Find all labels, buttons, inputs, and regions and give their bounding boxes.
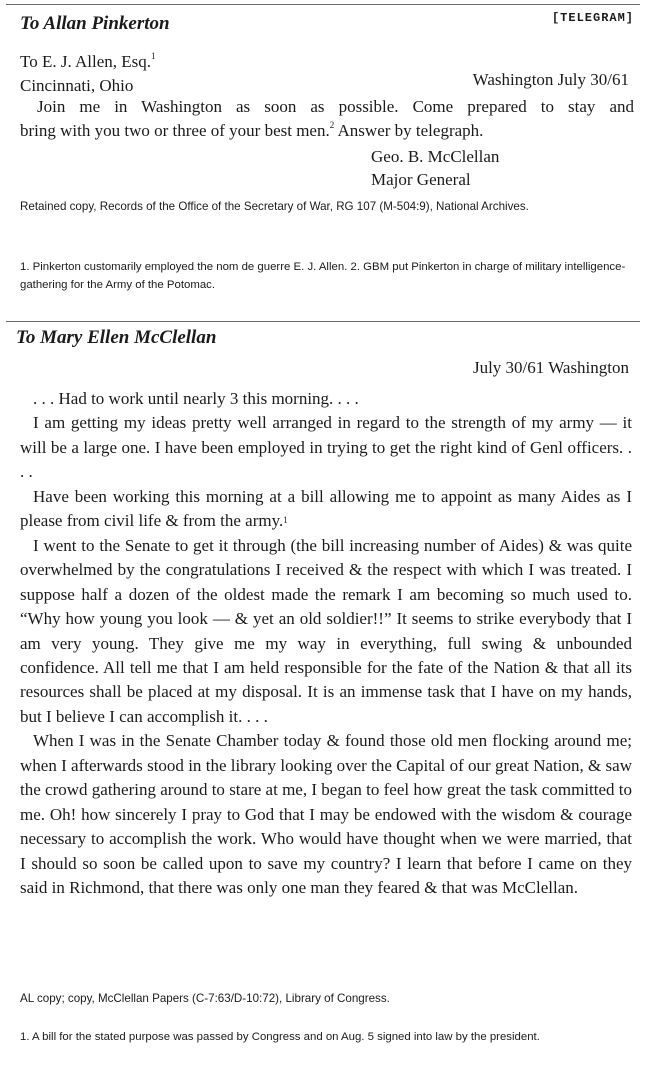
paragraph: When I was in the Senate Chamber today & found those old men flocking around me; when I afterwards stood in the library looking over the Capital of our great Nation, & saw the crowd gathering around to stare at me, I began to feel how great the task committed to me. Oh! how sincerely I pray to God that I may be endowed with the wisdom & courage necessary to accomplish the work. Who would have thought when we were married, that I should so soon be called upon to save my country? I learn that before I came on they said in Richmond, that there was only one man they feared & that was McClellan. — [20, 731, 632, 898]
letter2-dateline: July 30/61 Washington — [472, 358, 629, 377]
letter1-recipient — [20, 52, 156, 72]
letter2-heading: To Mary Ellen McClellan — [16, 327, 217, 348]
letter1-signature: Geo. B. McClellan — [371, 147, 500, 166]
paragraph: I went to the Senate to get it through (the bill increasing number of Aides) & was quite overwhelmed by the congratulations I received & the respect with which I was treated. I suppose half a dozen of the oldest made the remark I am becoming so much used to. “Why how young you look — & yet an old soldier!!” It seems to strike everybody that I am very young. They give me my way in everything, full swing & unbounded confidence. All tell me that I am held responsible for the fate of the Nation & that all its resources shall be placed at my disposal. It is an immense task that I have on my hands, but I believe I can accomplish it. . . . — [20, 535, 632, 726]
body-text: bring with you two or three of your best men. — [20, 121, 330, 140]
paragraph — [20, 485, 632, 534]
paragraph: I am getting my ideas pretty well arranged in regard to the strength of my army — it will be a large one. I have been employed in trying to get the right kind of Genl officers. . . . — [20, 413, 632, 482]
letter2-footnote: 1. A bill for the stated purpose was passed by Congress and on Aug. 5 signed into law by the president. — [20, 1031, 540, 1043]
recipient-text: To E. J. Allen, Esq. — [20, 52, 152, 71]
body-text-end: Answer by telegraph. — [334, 121, 484, 140]
letter1-source-note: Retained copy, Records of the Office of the Secretary of War, RG 107 (M-504:9), National Archives. — [20, 200, 529, 213]
paragraph: . . . Had to work until nearly 3 this morning. . . . — [33, 389, 359, 408]
letter1-body-line2 — [20, 121, 483, 141]
telegram-tag: [TELEGRAM] — [551, 11, 634, 25]
paragraph-text: Have been working this morning at a bill allowing me to appoint as many Aides as I please from civil life & from the army. — [20, 486, 632, 531]
footnote-marker: 1 — [151, 51, 156, 61]
letter1-location: Cincinnati, Ohio — [20, 76, 134, 95]
letter1-dateline: Washington July 30/61 — [472, 70, 629, 89]
letter1-signature-title: Major General — [371, 170, 471, 189]
letter1-footnotes: 1. Pinkerton customarily employed the nom de guerre E. J. Allen. 2. GBM put Pinkerton in charge of military intelligence-gathering for the Army of the Potomac. — [20, 261, 626, 291]
footnote-marker: 1 — [283, 515, 288, 526]
footnote-marker: 2 — [329, 120, 335, 130]
section-divider — [6, 321, 640, 322]
letter1-body-line1: Join me in Washington as soon as possible. Come prepared to stay and — [37, 97, 634, 116]
letter2-body — [20, 387, 632, 901]
letter2-source-note: AL copy; copy, McClellan Papers (C-7:63/D-10:72), Library of Congress. — [20, 992, 390, 1005]
letter1-heading: To Allan Pinkerton — [20, 13, 170, 34]
top-rule — [6, 4, 640, 5]
